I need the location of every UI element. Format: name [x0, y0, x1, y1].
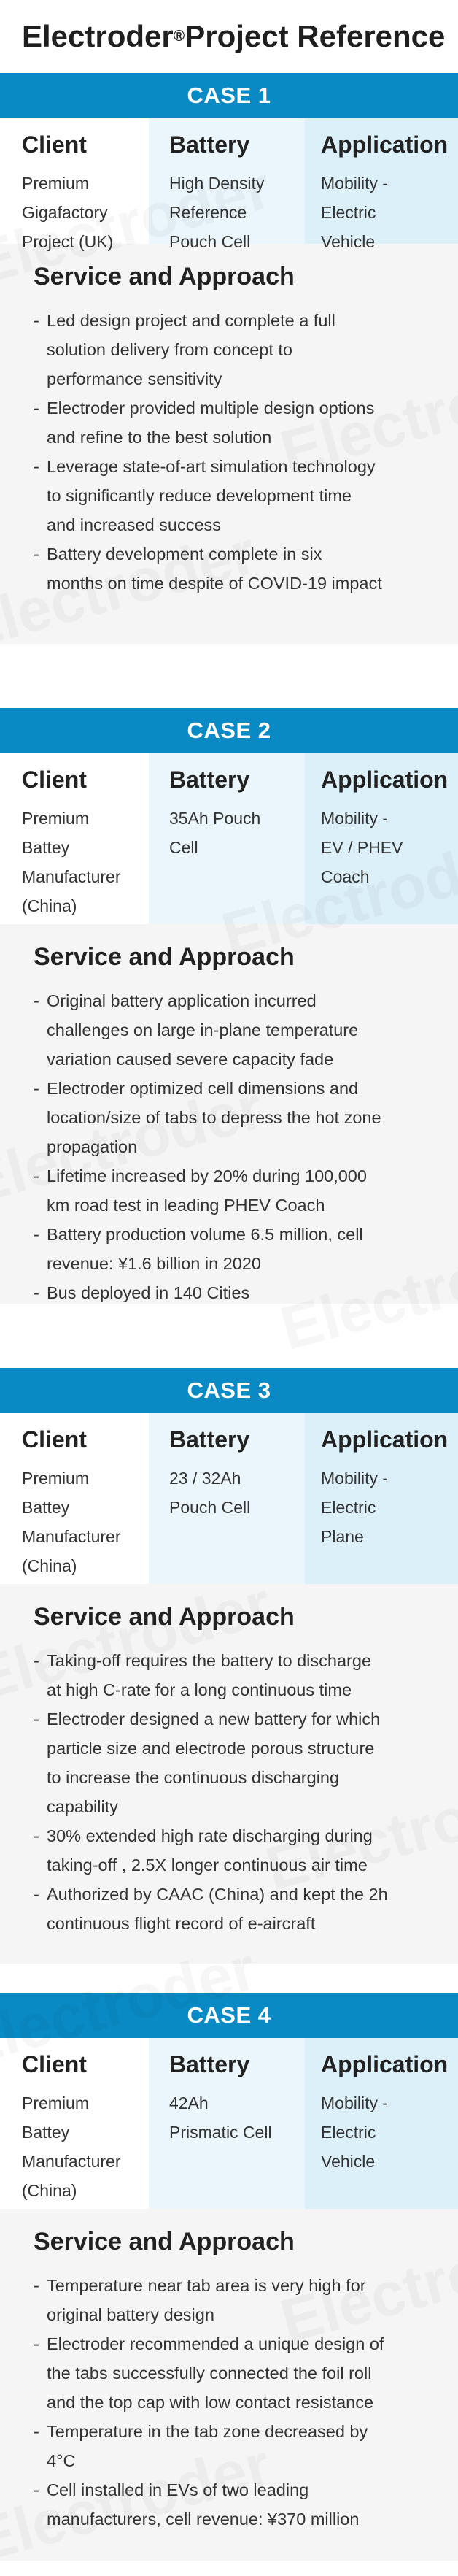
battery-heading: Battery — [169, 131, 250, 158]
bullet-dash: - — [34, 311, 39, 330]
client-value-line: Manufacturer — [22, 2152, 121, 2171]
client-heading: Client — [22, 1426, 87, 1453]
bullet-dash: - — [34, 2276, 39, 2295]
battery-column — [149, 1413, 305, 1584]
approach-bullet-list — [34, 306, 436, 598]
approach-bullet-line: Bus deployed in 140 Cities — [47, 1283, 250, 1302]
approach-bullet-line: Cell installed in EVs of two leading — [47, 2480, 309, 2499]
bullet-dash: - — [34, 1710, 39, 1729]
approach-bullet-line: original battery design — [47, 2305, 214, 2324]
approach-bullet — [34, 2329, 436, 2417]
approach-bullet — [34, 2271, 436, 2329]
approach-bullet-line: 30% extended high rate discharging during — [47, 1826, 373, 1845]
approach-bullet-line: Electroder provided multiple design options — [47, 399, 375, 418]
page-title — [0, 0, 458, 73]
client-value-line: Manufacturer — [22, 1527, 121, 1546]
approach-bullet-line: variation caused severe capacity fade — [47, 1050, 334, 1069]
application-value-line: Plane — [321, 1527, 364, 1546]
client-heading: Client — [22, 766, 87, 793]
application-column — [305, 753, 458, 924]
approach-bullet-line: capability — [47, 1797, 118, 1816]
case-title: CASE 2 — [0, 708, 458, 753]
client-column — [0, 118, 149, 251]
application-value-line: Coach — [321, 867, 370, 886]
approach-bullet-line: Led design project and complete a full — [47, 311, 335, 330]
bullet-dash: - — [34, 1885, 39, 1904]
approach-bullet-line: manufacturers, cell revenue: ¥370 million — [47, 2510, 360, 2529]
approach-bullet-line: taking-off , 2.5X longer continuous air time — [47, 1856, 368, 1875]
case-info-row — [0, 753, 458, 924]
approach-bullet — [34, 1880, 436, 1938]
approach-bullet-line: challenges on large in-plane temperature — [47, 1020, 359, 1039]
client-value-line: Premium — [22, 809, 90, 828]
bullet-dash: - — [34, 1283, 39, 1302]
client-column — [0, 1413, 149, 1584]
approach-bullet — [34, 1704, 436, 1821]
case-info-row — [0, 2038, 458, 2209]
battery-column — [149, 2038, 305, 2209]
approach-bullet-line: and refine to the best solution — [47, 428, 272, 447]
approach-bullet-line: performance sensitivity — [47, 369, 222, 388]
case-title: CASE 3 — [0, 1368, 458, 1413]
battery-value-line: Cell — [169, 838, 198, 857]
client-value-line: Premium — [22, 174, 90, 193]
client-value-line: Gigafactory — [22, 203, 108, 222]
case-section — [0, 73, 458, 644]
approach-bullet — [34, 2475, 436, 2534]
approach-bullet-line: Original battery application incurred — [47, 991, 317, 1010]
approach-bullet-line: Temperature in the tab zone decreased by — [47, 2422, 368, 2441]
approach-bullet — [34, 1821, 436, 1880]
approach-bullet-line: Leverage state-of-art simulation technology — [47, 457, 376, 476]
approach-bullet-list — [34, 986, 436, 1307]
approach-bullet-line: the tabs successfully connected the foil roll — [47, 2364, 372, 2383]
battery-heading: Battery — [169, 1426, 250, 1453]
application-value-line: Mobility - — [321, 2094, 389, 2112]
battery-value-line: Prismatic Cell — [169, 2123, 272, 2142]
application-value-line: Electric — [321, 203, 376, 222]
client-value-line: Project (UK) — [22, 232, 114, 251]
battery-column — [149, 753, 305, 924]
application-value-line: Electric — [321, 1498, 376, 1517]
approach-bullet — [34, 2417, 436, 2475]
application-value-line: Vehicle — [321, 2152, 376, 2171]
client-value-line: (China) — [22, 896, 77, 915]
bullet-dash: - — [34, 2334, 39, 2353]
client-value-line: Manufacturer — [22, 867, 121, 886]
bullet-dash: - — [34, 1826, 39, 1845]
application-value-line: Mobility - — [321, 809, 389, 828]
approach-bullet — [34, 452, 436, 539]
client-value-line: (China) — [22, 2181, 77, 2200]
approach-bullet-line: km road test in leading PHEV Coach — [47, 1196, 325, 1215]
approach-bullet-line: Electroder designed a new battery for which — [47, 1710, 381, 1729]
client-value-line: Battey — [22, 2123, 70, 2142]
approach-bullet — [34, 1220, 436, 1278]
registered-mark: ® — [173, 28, 185, 45]
case-section — [0, 1368, 458, 1964]
approach-bullet — [34, 1161, 436, 1220]
bullet-dash: - — [34, 1079, 39, 1098]
approach-bullet-line: Battery development complete in six — [47, 545, 322, 564]
client-column — [0, 753, 149, 924]
battery-value-line: 42Ah — [169, 2094, 209, 2112]
application-column — [305, 2038, 458, 2209]
battery-value-line: 35Ah Pouch — [169, 809, 261, 828]
client-value-line: Battey — [22, 838, 70, 857]
approach-bullet-line: Electroder optimized cell dimensions and — [47, 1079, 359, 1098]
approach-bullet — [34, 539, 436, 598]
service-approach-heading: Service and Approach — [34, 1603, 295, 1631]
case-section — [0, 708, 458, 1304]
service-approach-heading: Service and Approach — [34, 943, 295, 971]
page-title-brand: Electroder — [22, 19, 174, 53]
battery-value-line: Pouch Cell — [169, 1498, 251, 1517]
approach-bullet-line: at high C-rate for a long continuous time — [47, 1680, 352, 1699]
service-approach-panel — [0, 1584, 458, 1964]
application-value-line: EV / PHEV — [321, 838, 403, 857]
application-column — [305, 1413, 458, 1584]
approach-bullet-line: months on time despite of COVID-19 impact — [47, 574, 382, 593]
approach-bullet-line: location/size of tabs to depress the hot zone — [47, 1108, 381, 1127]
battery-value-line: 23 / 32Ah — [169, 1469, 241, 1488]
approach-bullet-line: and the top cap with low contact resistance — [47, 2393, 374, 2412]
approach-bullet — [34, 1074, 436, 1161]
page-title-rest: Project Reference — [185, 19, 446, 53]
approach-bullet-line: Electroder recommended a unique design of — [47, 2334, 384, 2353]
approach-bullet-line: propagation — [47, 1137, 138, 1156]
application-value-line: Mobility - — [321, 1469, 389, 1488]
battery-heading: Battery — [169, 2051, 250, 2077]
bullet-dash: - — [34, 1651, 39, 1670]
case-info-row — [0, 1413, 458, 1584]
battery-value-line: Pouch Cell — [169, 232, 251, 251]
service-approach-heading: Service and Approach — [34, 263, 295, 291]
approach-bullet-line: to increase the continuous discharging — [47, 1768, 340, 1787]
application-column — [305, 118, 458, 251]
service-approach-panel — [0, 2209, 458, 2561]
approach-bullet-line: Temperature near tab area is very high for — [47, 2276, 366, 2295]
service-approach-panel — [0, 924, 458, 1304]
service-approach-heading: Service and Approach — [34, 2228, 295, 2256]
application-heading: Application — [321, 766, 449, 793]
application-heading: Application — [321, 131, 449, 158]
approach-bullet-line: continuous flight record of e-aircraft — [47, 1914, 316, 1933]
application-heading: Application — [321, 1426, 449, 1453]
approach-bullet-list — [34, 1646, 436, 1938]
approach-bullet-line: revenue: ¥1.6 billion in 2020 — [47, 1254, 261, 1273]
bullet-dash: - — [34, 457, 39, 476]
approach-bullet-line: Authorized by CAAC (China) and kept the 2h — [47, 1885, 388, 1904]
bullet-dash: - — [34, 1166, 39, 1185]
application-heading: Application — [321, 2051, 449, 2077]
approach-bullet-line: Lifetime increased by 20% during 100,000 — [47, 1166, 367, 1185]
approach-bullet — [34, 306, 436, 393]
client-value-line: Premium — [22, 1469, 90, 1488]
case-info-row — [0, 118, 458, 251]
approach-bullet-line: 4°C — [47, 2451, 76, 2470]
approach-bullet-line: to significantly reduce development time — [47, 486, 352, 505]
battery-value-line: Reference — [169, 203, 247, 222]
client-value-line: (China) — [22, 1556, 77, 1575]
client-heading: Client — [22, 131, 87, 158]
bullet-dash: - — [34, 545, 39, 564]
battery-heading: Battery — [169, 766, 250, 793]
service-approach-panel — [0, 244, 458, 644]
approach-bullet-line: and increased success — [47, 515, 222, 534]
client-value-line: Battey — [22, 1498, 70, 1517]
bullet-dash: - — [34, 399, 39, 418]
approach-bullet — [34, 1646, 436, 1704]
application-value-line: Mobility - — [321, 174, 389, 193]
battery-column — [149, 118, 305, 251]
approach-bullet-list — [34, 2271, 436, 2534]
approach-bullet-line: Battery production volume 6.5 million, cell — [47, 1225, 363, 1244]
approach-bullet-line: Taking-off requires the battery to discharge — [47, 1651, 372, 1670]
battery-value-line: High Density — [169, 174, 265, 193]
case-section — [0, 1993, 458, 2561]
approach-bullet — [34, 393, 436, 452]
bullet-dash: - — [34, 991, 39, 1010]
approach-bullet-line: solution delivery from concept to — [47, 340, 292, 359]
case-title: CASE 4 — [0, 1993, 458, 2038]
case-title: CASE 1 — [0, 73, 458, 118]
approach-bullet — [34, 986, 436, 1074]
bullet-dash: - — [34, 2422, 39, 2441]
approach-bullet-line: particle size and electrode porous structure — [47, 1739, 375, 1758]
bullet-dash: - — [34, 1225, 39, 1244]
application-value-line: Vehicle — [321, 232, 376, 251]
approach-bullet — [34, 1278, 436, 1307]
client-heading: Client — [22, 2051, 87, 2077]
client-column — [0, 2038, 149, 2209]
bullet-dash: - — [34, 2480, 39, 2499]
client-value-line: Premium — [22, 2094, 90, 2112]
application-value-line: Electric — [321, 2123, 376, 2142]
